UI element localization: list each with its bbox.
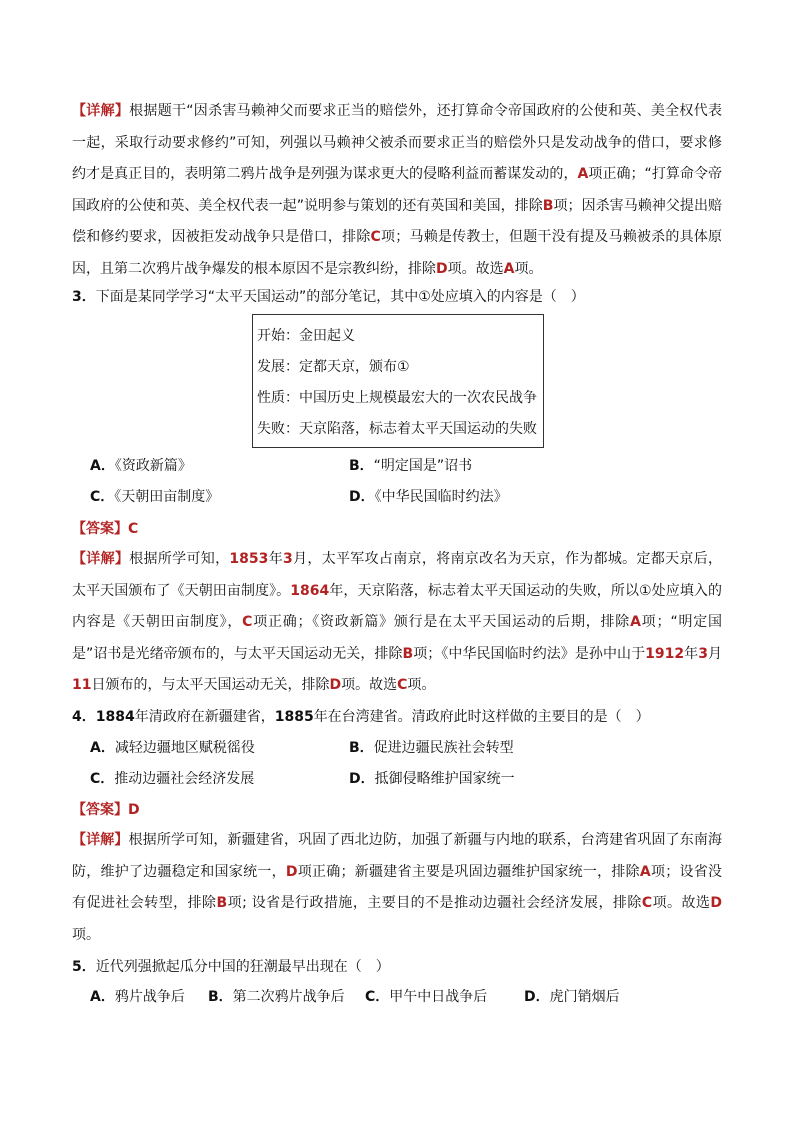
note-row: 开始：金田起义 [257,328,355,344]
option-text: 抵御侵略维护国家统一 [374,771,515,787]
option-letter: D． [524,989,550,1005]
option-text: 促进边疆民族社会转型 [373,740,514,756]
question-4-stem [72,706,650,728]
answer-line-q4 [72,799,140,821]
detail-text: 项。 [407,677,436,693]
option-text: “明定国是”诏书 [373,458,473,474]
note-row: 性质：中国历史上规模最宏大的一次农民战争 [257,390,537,406]
date-ref: 1912 [645,645,685,662]
question-3-stem [72,286,585,308]
detail-text: 项；“明定国是”诏书是光绪帝颁布的，与太平天国运动无关，排除 [72,614,722,662]
option-ref: D [285,863,298,880]
detail-text: 项；《中华民国临时约法》是孙中山于 [413,645,646,662]
option-ref: A [639,863,651,880]
option-ref: B [402,645,414,662]
detail-text: 年 [684,645,699,662]
detail-text: 年 [268,551,284,567]
question-text: 年在台湾建省。清政府此时这样做的主要目的是（ ） [313,709,650,725]
note-row: 发展：定都天京，颁布① [257,359,410,375]
question-text: 下面是某同学学习“太平天国运动”的部分笔记，其中①处应填入的内容是（ ） [95,289,585,305]
option-ref: A [630,614,641,630]
option-ref: A [503,260,515,277]
option-text: 《天朝田亩制度》 [114,489,220,505]
option-ref: C [641,895,653,911]
detail-text: 根据所学可知，新疆建省，巩固了西北边防，加强了新疆与内地的联系，台湾建省巩固了东南海防，维护了边疆稳定和国家统一， [72,832,723,880]
detail-paragraph-q3 [72,544,722,702]
question-text: 年清政府在新疆建省， [134,709,275,725]
year-ref: 1884 [95,709,135,725]
option-letter: A． [90,740,115,756]
detail-tag: 【详解】 [72,103,130,119]
question-number: 4． [72,709,96,725]
answer-tag: 【答案】 [72,802,128,818]
date-ref: 1853 [229,551,269,567]
detail-text: 项。故选 [447,260,504,277]
detail-text: 项。故选 [341,677,398,693]
option-text: 第二次鸦片战争后 [232,989,345,1005]
option-letter: A． [90,458,115,474]
option-ref: D [436,260,448,277]
detail-text: 日颁布的，与太平天国运动无关，排除 [91,677,330,693]
option-a[interactable] [90,737,255,759]
question-number: 5． [72,959,96,975]
detail-tag: 【详解】 [72,551,130,567]
option-c[interactable] [90,768,254,790]
option-ref: D [329,677,342,693]
answer-tag: 【答案】 [72,521,128,537]
option-text: 《资政新篇》 [114,458,192,474]
option-letter: C． [90,489,115,505]
option-b[interactable] [349,737,514,759]
year-ref: 1885 [274,709,314,725]
detail-text: 项; 设省是行政措施，主要目的不是推动边疆社会经济发展，排除 [227,895,642,911]
detail-text: 项正确；新疆建省主要是巩固边疆维护国家统一，排除 [297,863,640,880]
option-d[interactable] [349,768,515,790]
option-text: 甲午中日战争后 [389,989,488,1005]
option-b[interactable] [208,986,345,1008]
detail-text: 项；因杀害马赖神父提出赔偿和修约要求，因被拒发动战争只是借口，排除 [72,197,722,245]
date-ref: 11 [72,677,92,693]
option-ref: B [216,895,228,911]
option-d[interactable] [349,486,508,508]
option-letter: D． [349,489,375,505]
detail-text: 项正确；“打算命令帝国政府的公使和英、美全权代表一起”说明参与策划的还有英国和美国，排除 [72,166,722,214]
detail-text: 根据题干“因杀害马赖神父而要求正当的赔偿外，还打算命令帝国政府的公使和英、美全权代表一起，采取行动要求修约”可知，列强以马赖神父被杀而要求正当的赔偿外只是发动战争的借口，要求修约才是真正目的，表明第二鸦片战争是列强为谋求更大的侵略利益而蓄谋发动的， [72,103,722,182]
detail-text: 项。 [72,926,100,943]
answer-line-q3 [72,518,138,540]
option-ref: C [242,614,253,630]
option-letter: C． [365,989,390,1005]
option-text: 《中华民国临时约法》 [374,489,508,505]
detail-text: 月 [707,645,723,662]
option-text: 鸦片战争后 [114,989,185,1005]
option-b[interactable] [349,455,472,477]
question-number: 3． [72,289,96,305]
option-d[interactable] [524,986,620,1008]
option-ref: D [710,895,722,911]
detail-text: 项。 [514,260,543,277]
answer-value: C [128,521,139,537]
option-text: 减轻边疆地区赋税徭役 [114,740,255,756]
option-a[interactable] [90,986,185,1008]
detail-text: 项正确；《资政新篇》颁行是在太平天国运动的后期，排除 [252,614,631,630]
note-row: 失败：天京陷落，标志着太平天国运动的失败 [257,421,537,437]
detail-text: 年，天京陷落，标志着太平天国运动的失败，所以①处应填入的内容是《天朝田亩制度》， [72,582,722,630]
detail-tag: 【详解】 [72,832,129,848]
date-ref: 3 [283,551,293,567]
answer-value: D [128,802,140,818]
option-letter: B． [349,740,374,756]
option-letter: C． [90,771,115,787]
option-letter: A． [90,989,115,1005]
option-text: 虎门销烟后 [549,989,620,1005]
detail-text: 月，太平军攻占南京，将南京改名为天京，作为都城。定都天京后，太平天国颁布了《天朝田亩制度》。 [72,551,723,599]
option-c[interactable] [365,986,487,1008]
date-ref: 1864 [290,582,330,599]
option-letter: B． [208,989,233,1005]
option-ref: B [542,197,554,214]
detail-text: 项；设省没有促进社会转型，排除 [72,863,723,911]
option-letter: D． [349,771,375,787]
question-text: 近代列强掀起瓜分中国的狂潮最早出现在（ ） [95,959,390,975]
option-letter: B． [349,458,374,474]
option-ref: C [370,229,381,245]
option-ref: A [577,166,589,182]
option-a[interactable] [90,455,192,477]
notes-box [252,314,544,448]
option-ref: C [397,677,408,693]
detail-paragraph-q2 [72,96,722,285]
question-5-stem [72,956,390,978]
detail-text: 根据所学可知， [129,551,230,567]
detail-text: 项。故选 [652,895,711,911]
option-text: 推动边疆社会经济发展 [114,771,255,787]
date-ref: 3 [698,645,708,662]
detail-text: 项；马赖是传教士，但题干没有提及马赖被杀的具体原因，且第二次鸦片战争爆发的根本原因不是宗教纠纷，排除 [72,229,723,277]
detail-paragraph-q4 [72,825,722,951]
option-c[interactable] [90,486,219,508]
